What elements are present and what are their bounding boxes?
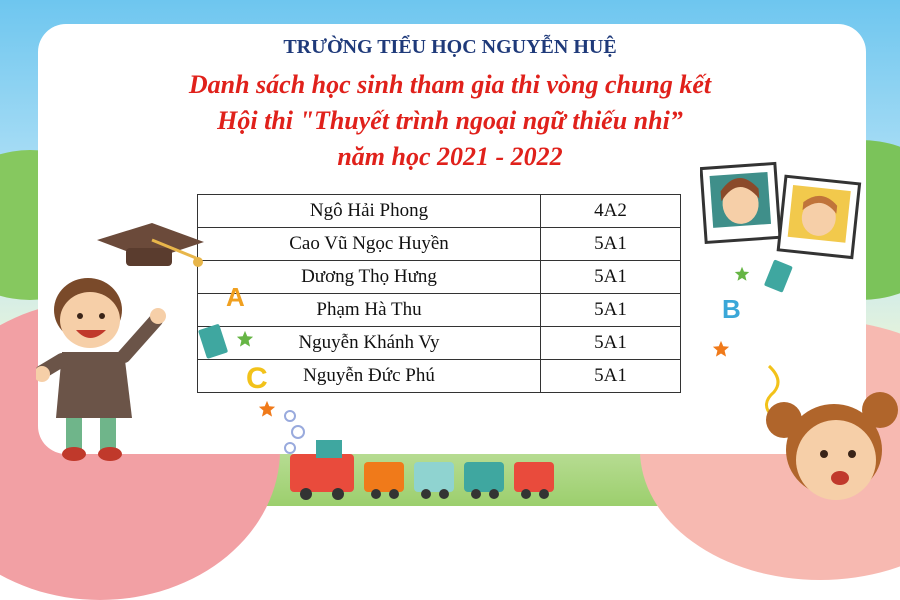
student-name: Dương Thọ Hưng — [198, 261, 541, 294]
table-row — [198, 360, 681, 393]
table-row — [198, 327, 681, 360]
letter-a-decoration: A — [226, 282, 245, 312]
student-name: Ngô Hải Phong — [198, 195, 541, 228]
school-name: TRƯỜNG TIỂU HỌC NGUYỄN HUỆ — [283, 36, 617, 58]
table-row — [198, 294, 681, 327]
student-class: 5A1 — [541, 261, 681, 294]
toy-train-illustration — [286, 436, 586, 502]
star-icon — [258, 400, 276, 418]
student-class: 5A1 — [541, 327, 681, 360]
student-class: 5A1 — [541, 360, 681, 393]
book-icon — [760, 258, 796, 296]
letter-b-decoration: B — [722, 294, 741, 324]
star-icon — [734, 266, 750, 282]
student-name: Cao Vũ Ngọc Huyền — [198, 228, 541, 261]
student-class: 5A1 — [541, 294, 681, 327]
boy-character-illustration — [36, 268, 176, 468]
table-row — [198, 228, 681, 261]
title-line-3: năm học 2021 - 2022 — [337, 142, 563, 171]
student-class: 5A1 — [541, 228, 681, 261]
book-icon — [196, 322, 232, 360]
table-row — [198, 195, 681, 228]
star-icon — [712, 340, 730, 358]
student-name: Phạm Hà Thu — [198, 294, 541, 327]
student-class: 4A2 — [541, 195, 681, 228]
table-row — [198, 261, 681, 294]
student-name: Nguyễn Khánh Vy — [198, 327, 541, 360]
student-name: Nguyễn Đức Phú — [198, 360, 541, 393]
photo-frames-illustration — [700, 160, 865, 272]
letter-c-decoration: C — [246, 362, 268, 395]
girl-character-illustration — [762, 380, 900, 506]
title-line-2: Hội thi "Thuyết trình ngoại ngữ thiếu nhi” — [217, 106, 683, 135]
star-icon — [236, 330, 254, 348]
title-line-1: Danh sách học sinh tham gia thi vòng chung kết — [188, 70, 712, 99]
student-table — [197, 194, 681, 393]
